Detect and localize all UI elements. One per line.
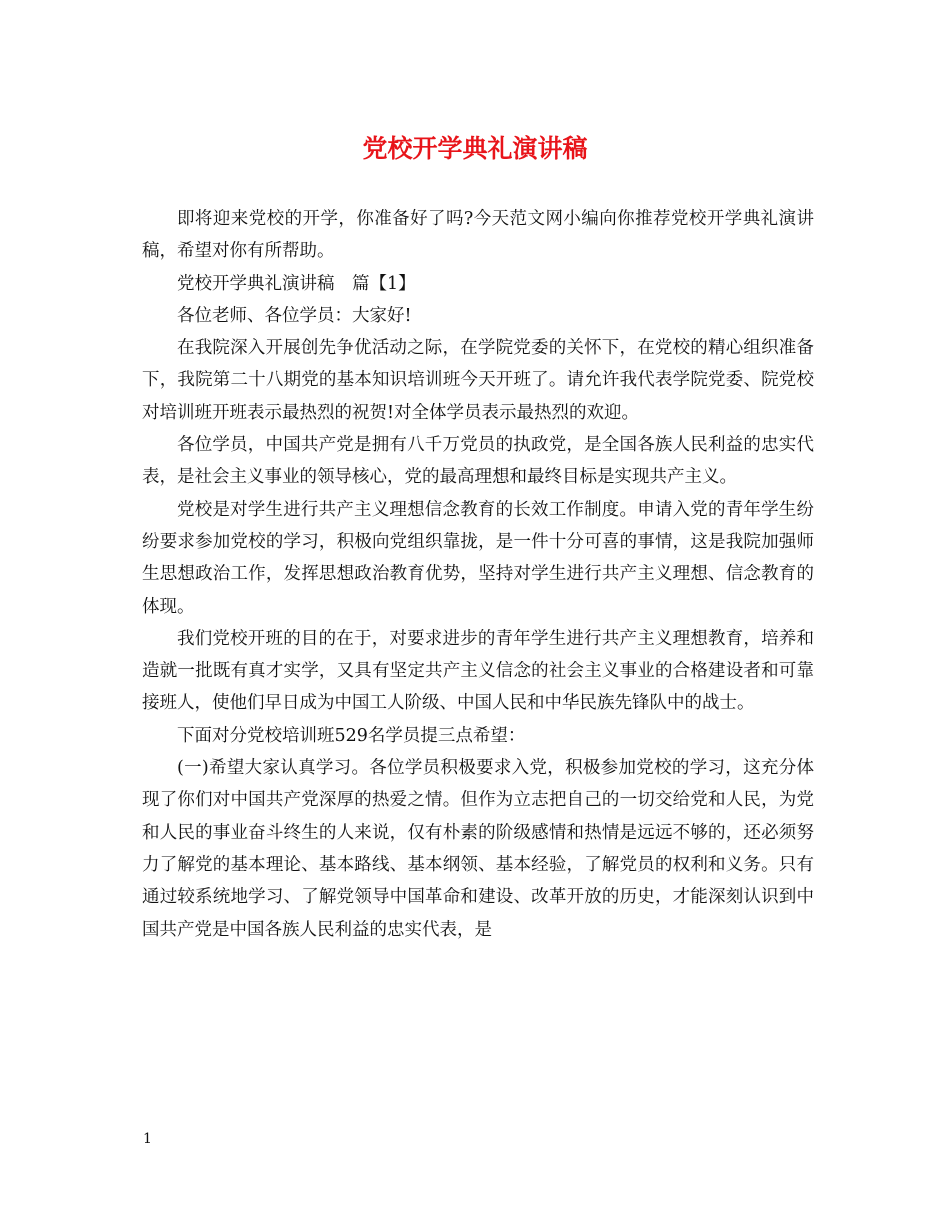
document-body bbox=[142, 203, 814, 946]
paragraph-three-hopes: 下面对分党校培训班529名学员提三点希望： bbox=[177, 725, 526, 746]
paragraph-section-heading: 党校开学典礼演讲稿 篇【1】 bbox=[177, 273, 416, 294]
paragraph-greeting: 各位老师、各位学员：大家好! bbox=[177, 305, 412, 326]
paragraph-intro: 即将迎来党校的开学，你准备好了吗?今天范文网小编向你推荐党校开学典礼演讲稿，希望对你有所帮助。 bbox=[142, 209, 814, 262]
paragraph-party-school: 党校是对学生进行共产主义理想信念教育的长效工作制度。申请入党的青年学生纷纷要求参加党校的学习，积极向党组织靠拢，是一件十分可喜的事情，这是我院加强师生思想政治工作，发挥思想政治教育优势，坚持对学生进行共产主义理想、信念教育的体现。 bbox=[142, 499, 814, 617]
paragraph-purpose: 我们党校开班的目的在于，对要求进步的青年学生进行共产主义理想教育，培养和造就一批既有真才实学，又具有坚定共产主义信念的社会主义事业的合格建设者和可靠接班人，使他们早日成为中国工人阶级、中国人民和中华民族先锋队中的战士。 bbox=[142, 628, 814, 714]
paragraph-opening: 在我院深入开展创先争优活动之际，在学院党委的关怀下，在党校的精心组织准备下，我院第二十八期党的基本知识培训班今天开班了。请允许我代表学院党委、院党校对培训班开班表示最热烈的祝贺!对全体学员表示最热烈的欢迎。 bbox=[142, 338, 814, 423]
paragraph-party-role: 各位学员，中国共产党是拥有八千万党员的执政党，是全国各族人民利益的忠实代表，是社会主义事业的领导核心，党的最高理想和最终目标是实现共产主义。 bbox=[142, 435, 814, 488]
page-number: 1 bbox=[143, 1131, 152, 1147]
document-title: 党校开学典礼演讲稿 bbox=[362, 134, 588, 163]
paragraph-hope-one: (一)希望大家认真学习。各位学员积极要求入党，积极参加党校的学习，这充分体现了你们对中国共产党深厚的热爱之情。但作为立志把自己的一切交给党和人民，为党和人民的事业奋斗终生的人来说，仅有朴素的阶级感情和热情是远远不够的，还必须努力了解党的基本理论、基本路线、基本纲领、基本经验，了解党员的权利和义务。只有通过较系统地学习、了解党领导中国革命和建设、改革开放的历史，才能深刻认识到中国共产党是中国各族人民利益的忠实代表，是 bbox=[142, 758, 814, 940]
